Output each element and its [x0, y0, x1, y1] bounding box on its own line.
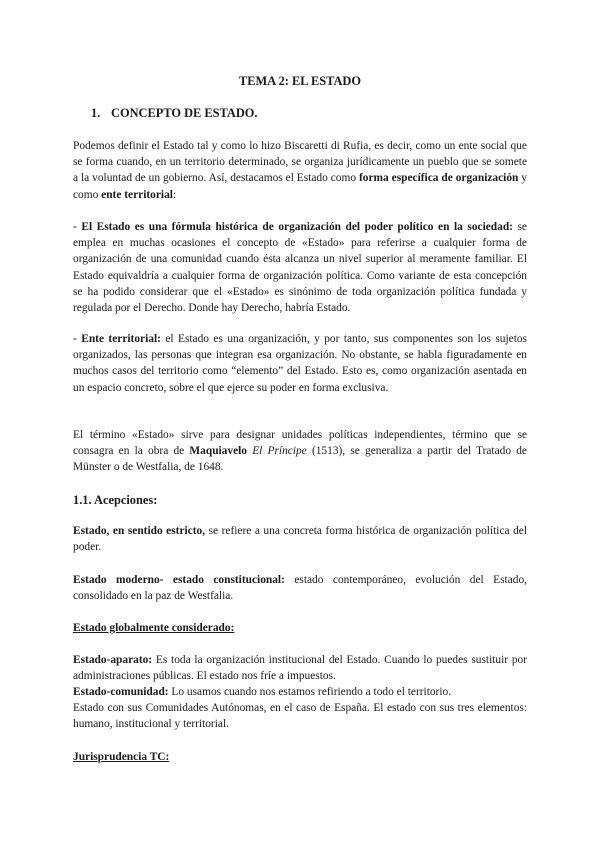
point2-bold: Ente territorial:: [81, 333, 161, 345]
jurisprudence-heading: Jurisprudencia TC:: [73, 751, 170, 763]
term-text-2: (1513), se generaliza a partir del Tratado de Münster o de Westfalia, de 1648.: [73, 445, 527, 474]
point-historical-formula: [73, 219, 527, 316]
intro-paragraph: [73, 138, 527, 203]
comunidad-text: Lo usamos cuando nos estamos refiriendo a todo el territorio.: [168, 686, 452, 698]
point-territorial-entity: [73, 331, 527, 396]
estado-comunidad: [73, 684, 527, 700]
section-heading-1: [91, 105, 527, 121]
acep1-bold: Estado, en sentido estricto,: [73, 525, 206, 537]
section-title: CONCEPTO DE ESTADO.: [111, 106, 258, 120]
acep1-text: se refiere a una concreta forma histórica de organización política del poder.: [73, 525, 527, 554]
intro-bold-2: ente territorial: [101, 188, 173, 201]
subsection-heading: 1.1. Acepciones:: [73, 493, 158, 507]
aparato-text: Es toda la organización institucional del Estado. Cuando lo puedes sustituir por administraciones públicas. El estado nos fríe a impuestos.: [73, 654, 527, 683]
point1-dash: -: [73, 221, 82, 233]
point1-bold: El Estado es una fórmula histórica de organización del poder político en la sociedad:: [81, 221, 513, 233]
term-italic: El Príncipe: [252, 445, 307, 458]
global-heading: Estado globalmente considerado:: [73, 622, 235, 634]
term-text-1: El término «Estado» sirve para designar unidades políticas independientes, término que se consagra en la obra de: [73, 429, 527, 458]
intro-text-1: Podemos definir el Estado tal y como lo hizo Biscaretti di Rufia, es decir, como un ente social que se forma cuando, en un territorio determinado, se organiza jurídicamente un pueblo que se somete a la voluntad de un gobierno. Así, destacamos el Estado como: [73, 140, 527, 185]
page-title: TEMA 2: EL ESTADO: [239, 74, 361, 88]
term-paragraph: [73, 427, 527, 476]
term-bold: Maquiavelo: [189, 445, 247, 458]
comunidad-bold: Estado-comunidad:: [73, 686, 169, 698]
point2-text: el Estado es una organización, y por tanto, sus componentes son los sujetos organizados, las personas que integran esa organización. No obstante, se habla figuradamente en muchos casos del territorio como “elemento” del Estado. Esto es, como organización asentada en un espacio concreto, sobre el que ejerce su poder en forma exclusiva.: [73, 333, 527, 394]
section-number: 1.: [91, 106, 101, 120]
point1-text: se emplea en muchas ocasiones el concepto de «Estado» para referirse a cualquier forma de organización de una comunidad cuando ésta alcanza un nivel superior al meramente familiar. El Estado equivaldría a cualquier forma de organización política. Como variante de esta concepción se ha podido considerar que el «Estado» es sinónimo de toda organización política fundada y regulada por el Derecho. Donde hay Derecho, habría Estado.: [73, 221, 527, 315]
acep2-bold: Estado moderno- estado constitucional:: [73, 574, 285, 586]
estado-aparato: [73, 652, 527, 684]
aparato-bold: Estado-aparato:: [73, 654, 153, 666]
intro-bold-1: forma específica de organización: [358, 172, 519, 185]
intro-text-3: :: [172, 188, 177, 201]
acepcion-modern: [73, 572, 527, 604]
acep2-text: estado contemporáneo, evolución del Estado, consolidado en la paz de Westfalia.: [73, 574, 527, 603]
point2-dash: -: [73, 333, 82, 345]
intro-text-2: y como: [73, 172, 528, 201]
acepcion-strict: [73, 523, 527, 555]
ccaa-paragraph: Estado con sus Comunidades Autónomas, en el caso de España. El estado con sus tres elementos: humano, institucional y territorial.: [73, 702, 527, 731]
